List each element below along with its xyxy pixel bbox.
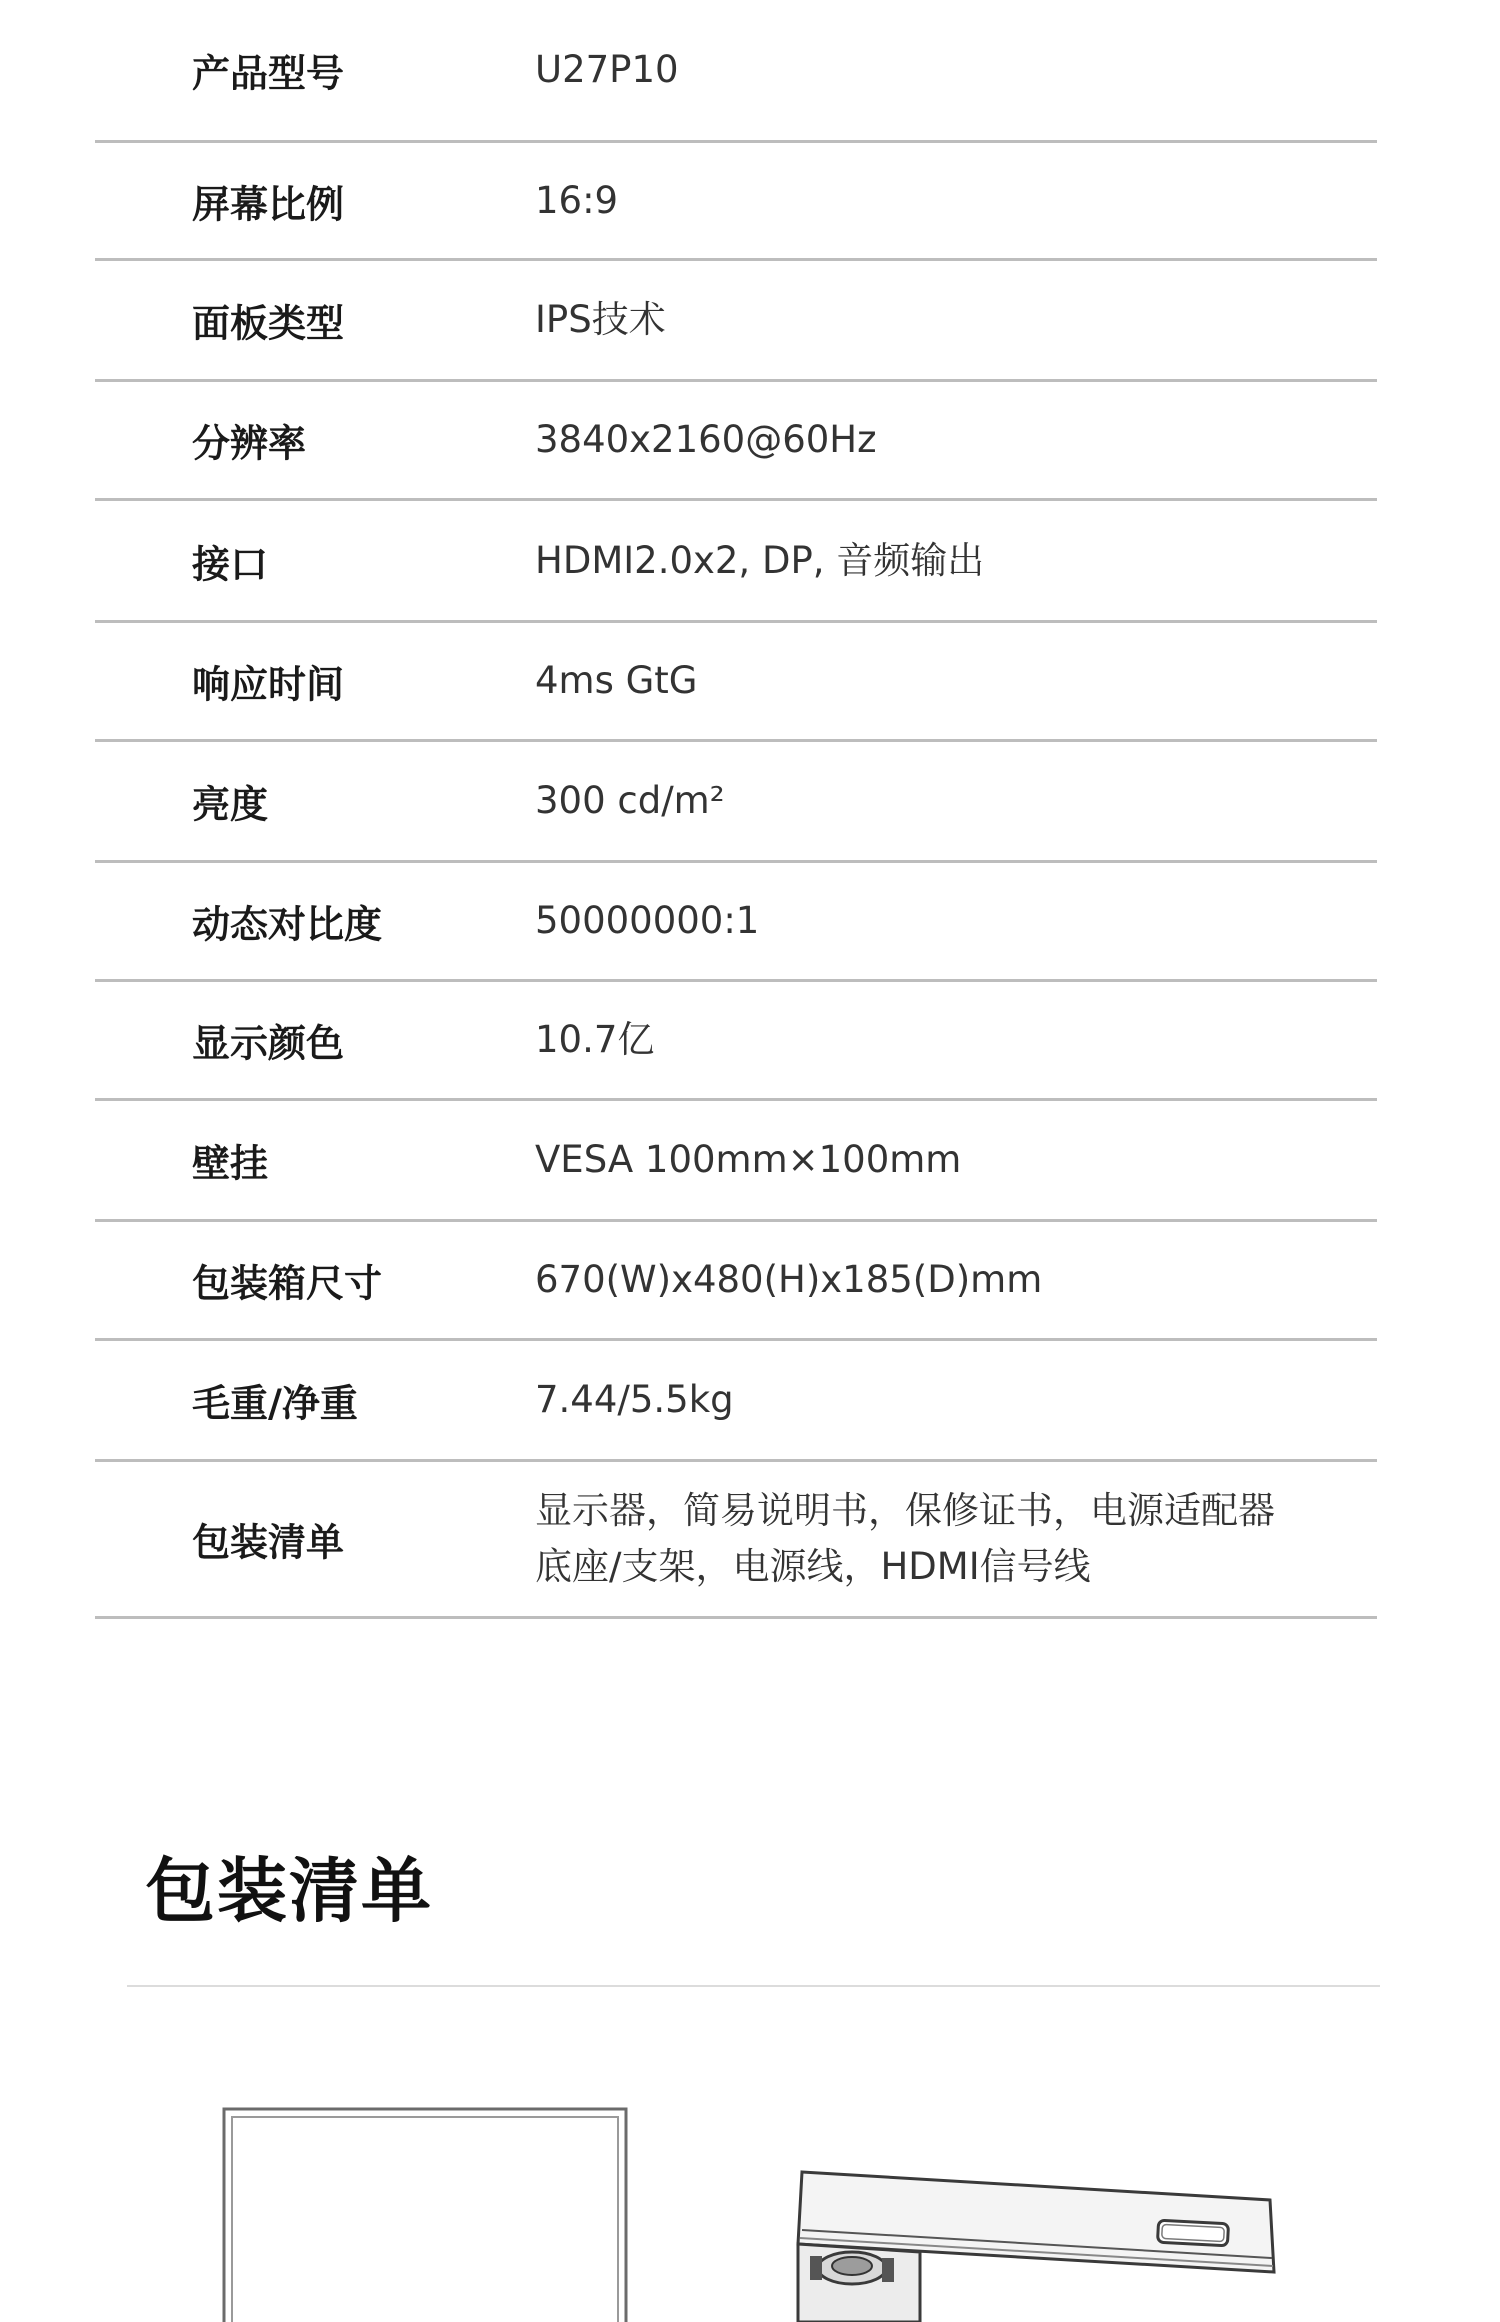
section-divider bbox=[127, 1985, 1380, 1987]
spec-label: 响应时间 bbox=[192, 662, 345, 707]
spec-value: 10.7亿 bbox=[535, 1018, 655, 1061]
spec-label: 显示颜色 bbox=[192, 1021, 345, 1066]
spec-row-model bbox=[95, 0, 1377, 143]
spec-label: 亮度 bbox=[192, 782, 269, 827]
spec-label: 包装清单 bbox=[192, 1520, 345, 1565]
spec-value: 50000000:1 bbox=[535, 899, 760, 942]
monitor-icon bbox=[220, 2105, 630, 2322]
spec-label: 包装箱尺寸 bbox=[192, 1261, 383, 1306]
spec-row-aspect-ratio bbox=[95, 143, 1377, 261]
spec-value: U27P10 bbox=[535, 48, 679, 91]
spec-label: 接口 bbox=[192, 542, 269, 586]
spec-label: 屏幕比例 bbox=[192, 182, 345, 226]
spec-value-line: 底座/支架，电源线，HDMI信号线 bbox=[535, 1545, 1091, 1588]
spec-row-resolution bbox=[95, 382, 1377, 501]
spec-value: 4ms GtG bbox=[535, 659, 698, 702]
spec-value: IPS技术 bbox=[535, 298, 666, 341]
spec-value: 16:9 bbox=[535, 178, 619, 222]
spec-label: 动态对比度 bbox=[192, 902, 383, 947]
spec-label: 分辨率 bbox=[192, 421, 307, 466]
spec-row-box-size bbox=[95, 1222, 1377, 1341]
package-section-title: 包装清单 bbox=[145, 1850, 433, 1932]
spec-table bbox=[95, 0, 1377, 1619]
spec-label: 面板类型 bbox=[192, 301, 345, 346]
spec-value: 300 cd/m² bbox=[535, 779, 725, 822]
spec-label: 壁挂 bbox=[192, 1141, 269, 1186]
stand-base-icon bbox=[790, 2160, 1280, 2322]
spec-row-contrast bbox=[95, 863, 1377, 982]
spec-row-wall-mount bbox=[95, 1101, 1377, 1222]
spec-value-line: 显示器，简易说明书，保修证书，电源适配器 bbox=[535, 1489, 1275, 1532]
spec-value: 670(W)x480(H)x185(D)mm bbox=[535, 1258, 1043, 1301]
spec-row-colors bbox=[95, 982, 1377, 1101]
spec-value-multiline bbox=[535, 1483, 1275, 1595]
spec-value: VESA 100mm×100mm bbox=[535, 1138, 962, 1181]
spec-row-package-list bbox=[95, 1462, 1377, 1619]
spec-row-panel-type bbox=[95, 261, 1377, 382]
spec-row-brightness bbox=[95, 742, 1377, 863]
spec-value: 7.44/5.5kg bbox=[535, 1378, 734, 1421]
spec-label: 毛重/净重 bbox=[192, 1381, 358, 1426]
spec-row-response-time bbox=[95, 623, 1377, 742]
spec-row-ports bbox=[95, 501, 1377, 623]
spec-row-weight bbox=[95, 1341, 1377, 1462]
spec-value: HDMI2.0x2, DP, 音频输出 bbox=[535, 538, 985, 582]
spec-value: 3840x2160@60Hz bbox=[535, 418, 877, 461]
spec-label: 产品型号 bbox=[192, 51, 345, 96]
